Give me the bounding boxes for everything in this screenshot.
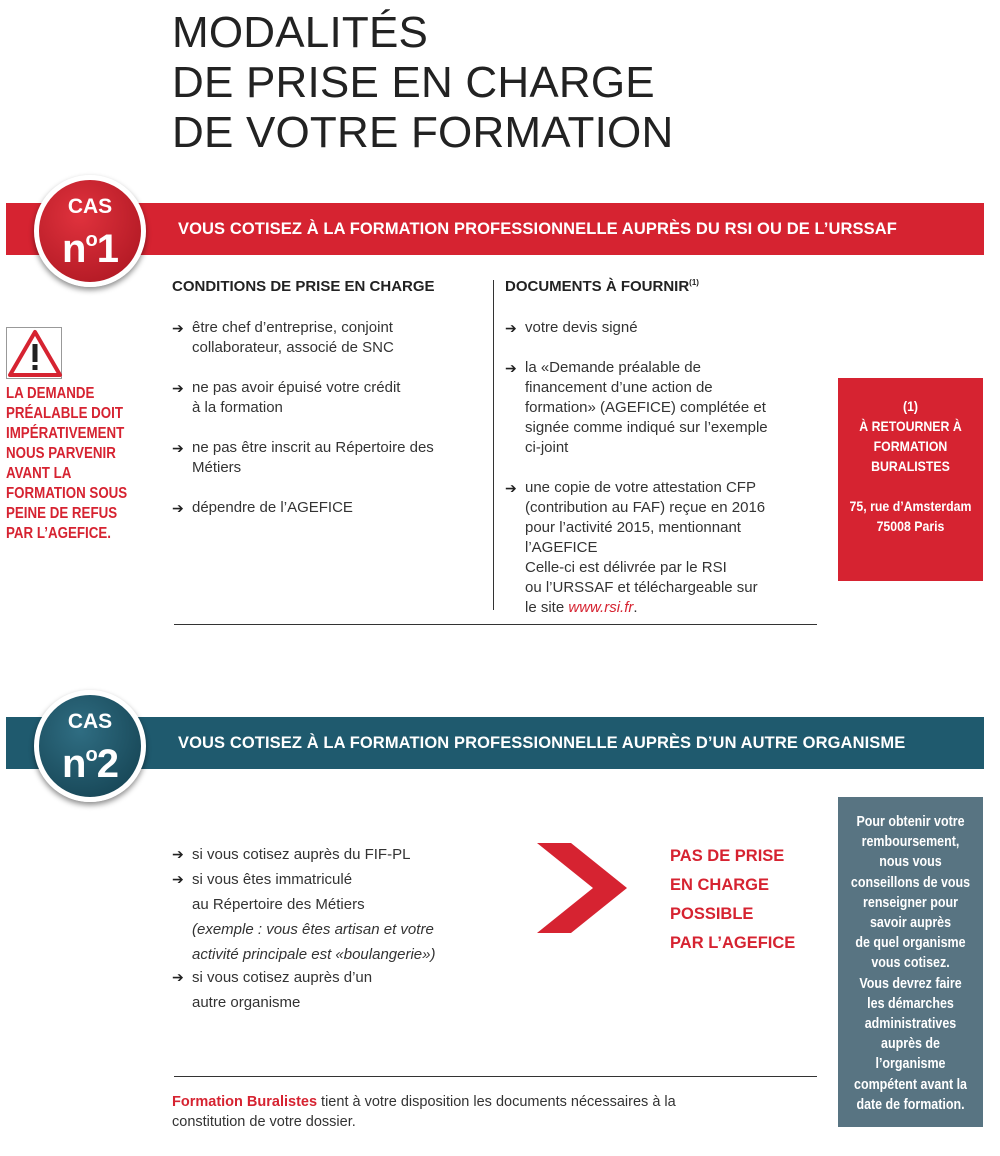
document-item: ➔ une copie de votre attestation CFP (contribution au FAF) reçue en 2016 pour l’activité 2015, mentionnant l’AGEFICE Celle-ci est délivrée par le RSI ou l’URSSAF et téléchargeable sur le site www.rsi.fr.	[505, 479, 766, 616]
cas1-band	[6, 203, 984, 255]
warning-triangle-icon	[6, 327, 62, 379]
footer-divider	[174, 1076, 817, 1077]
big-arrow-right-icon	[537, 843, 629, 933]
cas2-item: ➔ si vous cotisez auprès d’un autre organisme	[172, 965, 372, 1015]
warning-text: LA DEMANDE PRÉALABLE DOIT IMPÉRATIVEMENT NOUS PARVENIR AVANT LA FORMATION SOUS PEINE DE REFUS PAR L’AGEFICE.	[6, 385, 128, 542]
condition-item: ➔ être chef d’entreprise, conjoint collaborateur, associé de SNC	[172, 319, 394, 356]
document-item: ➔ la «Demande préalable de financement d’une action de formation» (AGEFICE) complétée et signée comme indiqué sur l’exemple ci-joint	[505, 359, 768, 456]
cas2-band	[6, 717, 984, 769]
cas2-item: ➔ si vous cotisez auprès du FIF-PL	[172, 842, 410, 867]
advice-box: Pour obtenir votre remboursement, nous vous conseillons de vous renseigner pour savoir auprès de quel organisme vous cotisez. Vous devrez faire les démarches administratives auprès de l’organisme compétent avant la date de formation.	[838, 797, 983, 1127]
arrow-right-icon: ➔	[172, 320, 184, 336]
arrow-right-icon: ➔	[172, 969, 184, 985]
brand-name: Formation Buralistes	[172, 1094, 318, 1110]
condition-item: ➔ ne pas être inscrit au Répertoire des Métiers	[172, 439, 434, 476]
column-divider	[493, 280, 494, 610]
cas2-item: ➔ si vous êtes immatriculé au Répertoire des Métiers (exemple : vous êtes artisan et votre activité principale est «boulangerie»)	[172, 867, 435, 967]
title-line-1: MODALITÉS	[172, 8, 429, 57]
arrow-right-icon: ➔	[505, 480, 517, 496]
return-address-box: (1) À RETOURNER À FORMATION BURALISTES 75, rue d’Amsterdam 75008 Paris	[838, 378, 983, 581]
cas1-badge	[34, 175, 146, 287]
cas2-band-text: VOUS COTISEZ À LA FORMATION PROFESSIONNELLE AUPRÈS D’UN AUTRE ORGANISME	[178, 734, 906, 752]
footer-note: Formation Buralistes tient à votre disposition les documents nécessaires à la constitution de votre dossier.	[172, 1094, 676, 1130]
cas1-badge-label: CAS	[67, 195, 113, 218]
page-title	[172, 8, 673, 158]
cas2-badge	[34, 690, 146, 802]
condition-item: ➔ dépendre de l’AGEFICE	[172, 499, 353, 516]
title-line-3: DE VOTRE FORMATION	[172, 108, 674, 157]
arrow-right-icon: ➔	[172, 500, 184, 516]
section-divider	[174, 624, 817, 625]
no-coverage-result: PAS DE PRISE EN CHARGE POSSIBLE PAR L’AGEFICE	[670, 847, 796, 952]
cas2-badge-number: $n^o2$	[62, 742, 118, 786]
documents-heading: DOCUMENTS À FOURNIR$^{(1)}$	[505, 278, 699, 295]
conditions-heading: CONDITIONS DE PRISE EN CHARGE	[172, 278, 435, 295]
condition-item: ➔ ne pas avoir épuisé votre crédit à la formation	[172, 379, 401, 416]
cas2-badge-label: CAS	[67, 710, 113, 733]
cas1-band-text: VOUS COTISEZ À LA FORMATION PROFESSIONNELLE AUPRÈS DU RSI OU DE L’URSSAF	[178, 220, 897, 238]
title-line-2: DE PRISE EN CHARGE	[172, 58, 655, 107]
arrow-right-icon: ➔	[505, 360, 517, 376]
document-item: ➔ votre devis signé	[505, 319, 638, 336]
arrow-right-icon: ➔	[172, 846, 184, 862]
arrow-right-icon: ➔	[172, 871, 184, 887]
arrow-right-icon: ➔	[172, 380, 184, 396]
cas1-badge-number: $n^o1$	[62, 227, 118, 271]
arrow-right-icon: ➔	[505, 320, 517, 336]
arrow-right-icon: ➔	[172, 440, 184, 456]
rsi-link[interactable]: www.rsi.fr	[568, 599, 634, 616]
